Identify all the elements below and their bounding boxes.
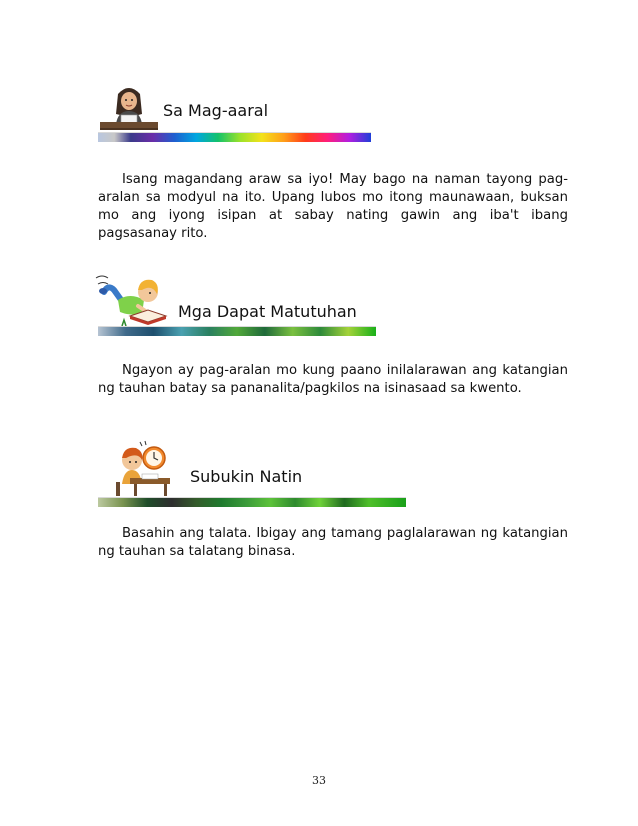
student-at-desk-icon (98, 84, 160, 132)
child-reading-book-icon (94, 270, 178, 334)
rainbow-divider (98, 132, 371, 142)
section-paragraph: Basahin ang talata. Ibigay ang tamang paglalarawan ng katangian ng tauhan sa talatang binasa. (98, 526, 568, 559)
rainbow-divider (98, 497, 406, 507)
section-title: Subukin Natin (190, 467, 303, 486)
section-title: Mga Dapat Matutuhan (178, 302, 357, 321)
child-writing-with-clock-icon (110, 438, 176, 500)
rainbow-divider (98, 326, 376, 336)
page-number: 33 (312, 774, 326, 787)
section-title: Sa Mag-aaral (163, 101, 269, 120)
section-paragraph: Ngayon ay pag-aralan mo kung paano inilalarawan ang katangian ng tauhan batay sa pananalita/pagkilos na isinasaad sa kwento. (98, 363, 568, 396)
section-paragraph: Isang magandang araw sa iyo! May bago na naman tayong pag-aralan sa modyul na ito. Upang lubos mo itong maunawaan, buksan mo ang iyong isipan at sabay nating gawin ang iba't ibang pagsasanay rito. (98, 172, 568, 241)
